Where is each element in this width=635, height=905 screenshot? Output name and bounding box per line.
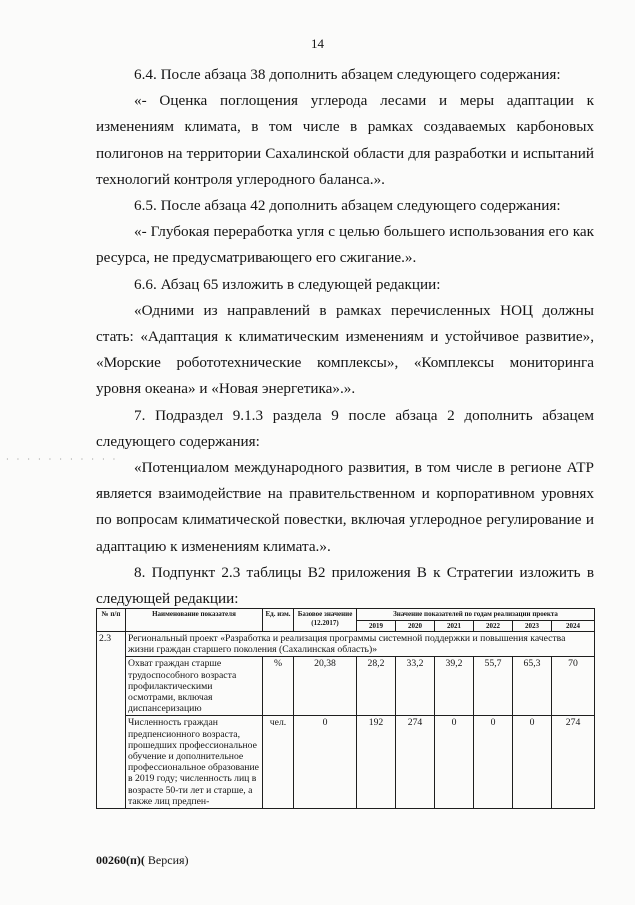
cell-value: 0 <box>474 716 513 809</box>
cell-value: 39,2 <box>435 657 474 716</box>
table-header-row <box>97 609 595 621</box>
header-year: 2022 <box>474 620 513 632</box>
header-num: № п/п <box>97 609 126 632</box>
cell-value: 55,7 <box>474 657 513 716</box>
header-year: 2021 <box>435 620 474 632</box>
cell-value: 274 <box>552 716 595 809</box>
section-num: 2.3 <box>97 632 126 809</box>
cell-value: 0 <box>435 716 474 809</box>
paragraph-7: 7. Подраздел 9.1.3 раздела 9 после абзаца 2 дополнить абзацем следующего содержания: <box>96 406 594 450</box>
page-number: 14 <box>311 36 324 51</box>
cell-base: 0 <box>294 716 357 809</box>
cell-name: Охват граждан старше трудоспособного возраста профилактическими осмотрами, включая диспансеризацию <box>126 657 263 716</box>
cell-unit: чел. <box>263 716 294 809</box>
header-year: 2023 <box>513 620 552 632</box>
paragraph-international-potential: «Потенциалом международного развития, в том числе в регионе АТР является взаимодействие на правительственном и корпоративном уровнях по вопросам климатической повестки, включая углеродное регулирование и адаптацию к изменениям климата.». <box>96 459 594 555</box>
document-code-number: 00260(п)( <box>96 853 145 867</box>
table-row <box>97 716 595 809</box>
header-unit: Ед. изм. <box>263 609 294 632</box>
header-base: Базовое значение (12.2017) <box>294 609 357 632</box>
document-code <box>96 853 189 868</box>
cell-value: 33,2 <box>396 657 435 716</box>
header-years-group: Значение показателей по годам реализации проекта <box>357 609 595 621</box>
paragraph-6-4: 6.4. После абзаца 38 дополнить абзацем следующего содержания: <box>134 66 561 83</box>
paragraph-6-5: 6.5. После абзаца 42 дополнить абзацем следующего содержания: <box>134 197 561 215</box>
cell-value: 65,3 <box>513 657 552 716</box>
cell-value: 28,2 <box>357 657 396 716</box>
paragraph-carbon-absorption: «- Оценка поглощения углерода лесами и меры адаптации к изменениям климата, в том числе в рамках создаваемых карбоновых полигонов на территории Сахалинской области для разработки и испытаний технологий контроля углеродного баланса.». <box>96 92 594 188</box>
paragraph-6-6: 6.6. Абзац 65 изложить в следующей редакции: <box>134 275 441 293</box>
header-name: Наименование показателя <box>126 609 263 632</box>
paragraph-coal-processing: «- Глубокая переработка угля с целью большего использования его как ресурса, не предусматривающего его сжигание.». <box>96 223 594 267</box>
cell-name: Численность граждан предпенсионного возраста, прошедших профессиональное обучение и дополнительное профессиональное образование в 2019 году; численность лиц в возрасте 50-ти лет и старше, а также лиц предпен- <box>126 716 263 809</box>
header-year: 2020 <box>396 620 435 632</box>
paragraph-noc-directions: «Одними из направлений в рамках перечисленных НОЦ должны стать: «Адаптация к климатическим изменениям и устойчивое развитие», «Морские робототехнические комплексы», «Комплексы мониторинга уровня океана» и «Новая энергетика».». <box>96 301 594 398</box>
cell-value: 70 <box>552 657 595 716</box>
scan-artifact-dots: · · · · · · · · · · · <box>6 455 119 464</box>
section-title: Региональный проект «Разработка и реализация программы системной поддержки и повышения качества жизни граждан старшего поколения (Сахалинская область)» <box>126 632 595 657</box>
cell-value: 274 <box>396 716 435 809</box>
cell-value: 0 <box>513 716 552 809</box>
body-text-block <box>96 62 594 612</box>
header-year: 2019 <box>357 620 396 632</box>
document-version: Версия) <box>144 853 189 867</box>
cell-unit: % <box>263 657 294 716</box>
table-row <box>97 657 595 716</box>
indicators-table <box>96 608 595 809</box>
cell-value: 192 <box>357 716 396 809</box>
paragraph-8: 8. Подпункт 2.3 таблицы В2 приложения В к Стратегии изложить в следующей редакции: <box>96 563 594 608</box>
table-section-row <box>97 632 595 657</box>
cell-base: 20,38 <box>294 657 357 716</box>
header-year: 2024 <box>552 620 595 632</box>
